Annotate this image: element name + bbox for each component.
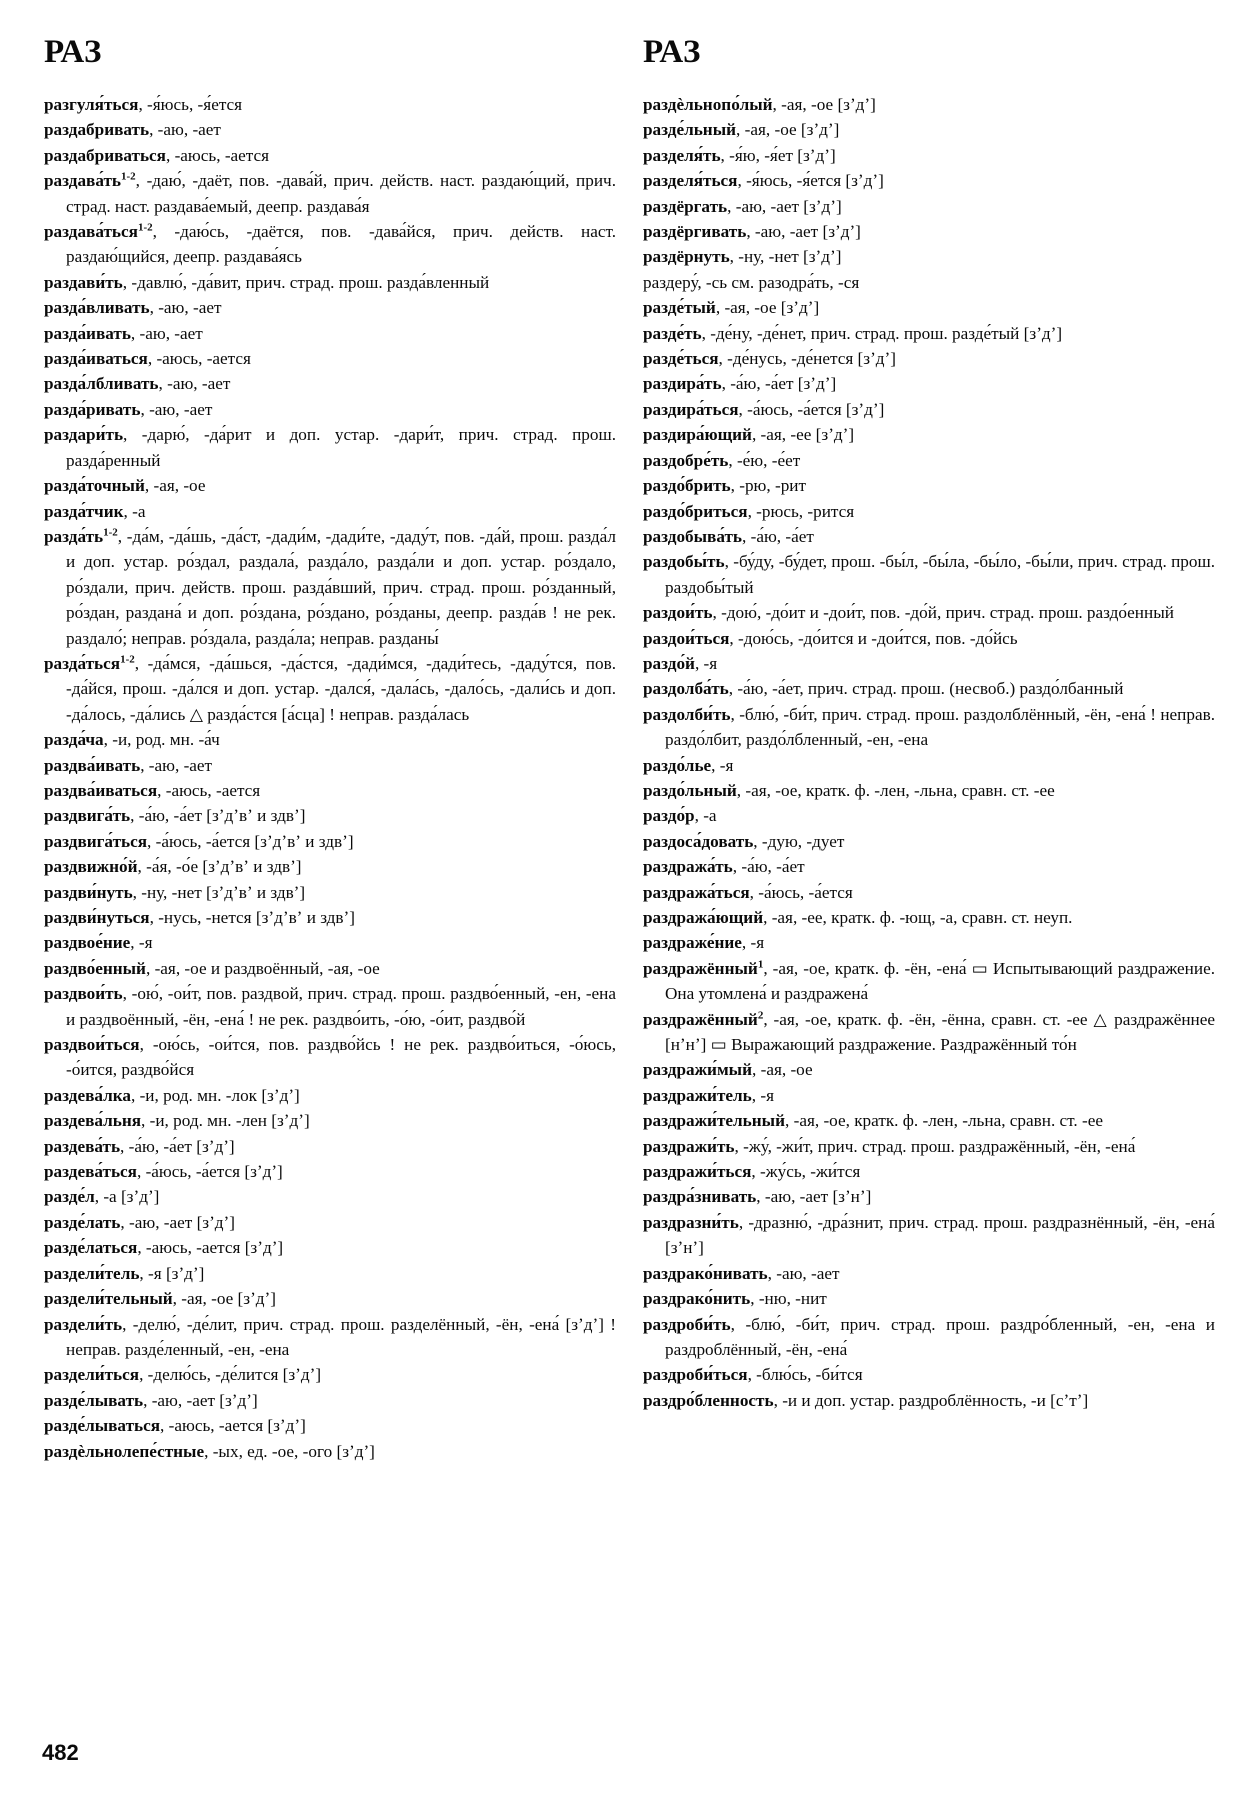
entry-grammar: , -делю́сь, -де́лится [зʼдʼ] bbox=[139, 1365, 322, 1385]
dictionary-entry bbox=[643, 1057, 1215, 1082]
entry-grammar: , -дою́сь, -до́ится и -дои́тся, пов. -до́йсь bbox=[729, 628, 1018, 648]
dictionary-entry bbox=[44, 727, 616, 752]
entry-headword: раздражи́тель bbox=[643, 1085, 752, 1105]
entry-grammar: , -аю, -ает bbox=[140, 399, 213, 419]
entry-headword: раздабривать bbox=[44, 120, 150, 140]
dictionary-entry bbox=[643, 499, 1215, 524]
dictionary-entry bbox=[643, 880, 1215, 905]
dictionary-entry bbox=[44, 1439, 616, 1464]
dictionary-entry bbox=[643, 371, 1215, 396]
entry-grammar: , -а́юсь, -а́ется [зʼдʼ] bbox=[136, 1162, 283, 1182]
entry-headword: раздраже́ние bbox=[643, 933, 742, 953]
dictionary-entry bbox=[44, 270, 616, 295]
entry-grammar: , -и, род. мн. -а́ч bbox=[103, 730, 220, 750]
entry-headword: раздражённый$^2$ bbox=[643, 1008, 764, 1029]
entry-headword: раздабриваться bbox=[44, 145, 166, 165]
entry-grammar: , -жу́, -жи́т, прич. страд. прош. раздражённый, -ён, -ена́ bbox=[734, 1136, 1136, 1156]
entry-grammar: , -ая, -ое [зʼдʼ] bbox=[172, 1289, 276, 1309]
entry-headword: разда́ивать bbox=[44, 323, 131, 343]
dictionary-entry bbox=[44, 1388, 616, 1413]
dictionary-entry bbox=[44, 803, 616, 828]
entry-headword: раздева́лка bbox=[44, 1085, 131, 1105]
entry-grammar: , -я bbox=[741, 933, 765, 953]
dictionary-entry bbox=[44, 1108, 616, 1133]
entry-grammar: , -дою́, -до́ит и -дои́т, пов. -до́й, прич. страд. прош. раздо́енный bbox=[712, 603, 1174, 623]
entry-headword: разда́ться$^{1-2}$ bbox=[44, 653, 135, 673]
dictionary-entry bbox=[643, 651, 1215, 676]
entry-headword: раздои́ть bbox=[643, 603, 713, 623]
entry-grammar: , -я [зʼдʼ] bbox=[139, 1263, 205, 1283]
entry-headword: раздо́бриться bbox=[643, 501, 748, 521]
dictionary-entry bbox=[44, 168, 616, 219]
dictionary-entry bbox=[643, 1261, 1215, 1286]
homonym-index: 1 bbox=[757, 958, 764, 971]
entry-headword: разделя́ться bbox=[643, 171, 738, 191]
entry-headword: разгуля́ться bbox=[44, 95, 139, 114]
homonym-index: 1-2 bbox=[120, 653, 135, 666]
entry-grammar: , -и, род. мн. -лен [зʼдʼ] bbox=[141, 1111, 310, 1131]
entry-headword: раздави́ть bbox=[44, 272, 123, 292]
entry-grammar: , -а́ю, -а́ет bbox=[732, 857, 805, 877]
entry-grammar: , -блю́, -би́т, прич. страд. прош. раздолблённый, -ён, -ена́ ! неправ. раздо́лбит, раздо́лбленный, -ен, -ена bbox=[665, 704, 1215, 750]
entry-grammar: , -аюсь, -ается [зʼдʼ] bbox=[160, 1416, 306, 1436]
entry-grammar: , -я́юсь, -я́ется [зʼдʼ] bbox=[737, 171, 884, 191]
dictionary-entry bbox=[44, 295, 616, 320]
entry-grammar: , -аю, -ает [зʼдʼ] bbox=[727, 196, 842, 216]
entry-headword: разда́лбливать bbox=[44, 374, 159, 394]
dictionary-entry bbox=[643, 1108, 1215, 1133]
dictionary-entry bbox=[643, 930, 1215, 955]
entry-grammar: , -дразню́, -дра́знит, прич. страд. прош. раздразнённый, -ён, -ена́ [зʼнʼ] bbox=[665, 1212, 1215, 1258]
dictionary-entry bbox=[643, 778, 1215, 803]
page-number: 482 bbox=[42, 1740, 79, 1765]
entry-headword: раздава́ться$^{1-2}$ bbox=[44, 221, 153, 242]
entry-headword: разде́лываться bbox=[44, 1416, 161, 1436]
entry-grammar: , -ая, -ое, кратк. ф. -ён, -ённа, сравн. ст. -ее △ раздражённее [нʼнʼ] ▭ Выражающий раздражение. Раздражённый то́н bbox=[665, 1009, 1215, 1055]
dictionary-entry bbox=[643, 956, 1215, 1007]
dictionary-entry bbox=[44, 92, 616, 117]
entry-grammar: , -е́ю, -е́ет bbox=[728, 450, 801, 470]
right-column bbox=[643, 92, 1215, 1413]
entry-grammar: , -и и доп. устар. раздроблённость, -и [сʼтʼ] bbox=[773, 1390, 1089, 1410]
entry-grammar: , -рю, -рит bbox=[730, 476, 806, 496]
entry-headword: раздва́иваться bbox=[44, 780, 158, 800]
dictionary-entry bbox=[643, 702, 1215, 753]
entry-grammar: , -а́юсь, -а́ется [зʼдʼвʼ и здвʼ] bbox=[147, 831, 354, 851]
dictionary-entry bbox=[643, 168, 1215, 193]
entry-headword: разда́иваться bbox=[44, 349, 148, 369]
dictionary-entry bbox=[44, 753, 616, 778]
dictionary-entry bbox=[643, 676, 1215, 701]
entry-headword: раздви́нуть bbox=[44, 882, 133, 902]
entry-grammar: , -а́ю, -а́ет, прич. страд. прош. (несвоб.) раздо́лбанный bbox=[728, 679, 1124, 699]
dictionary-entry bbox=[643, 905, 1215, 930]
entry-headword: разде́ть bbox=[643, 323, 702, 343]
entry-grammar: , -я́ю, -я́ет [зʼдʼ] bbox=[720, 145, 836, 165]
dictionary-entry bbox=[643, 1184, 1215, 1209]
entry-grammar: , -ая, -ое bbox=[144, 476, 206, 496]
dictionary-entry bbox=[44, 117, 616, 142]
entry-grammar: , -нусь, -нется [зʼдʼвʼ и здвʼ] bbox=[149, 908, 355, 927]
entry-headword: разде́ться bbox=[643, 349, 719, 369]
entry-headword: раздира́ющий bbox=[643, 425, 752, 445]
entry-grammar: , -а bbox=[123, 501, 146, 521]
homonym-index: 1-2 bbox=[103, 526, 118, 539]
entry-grammar: , -аю, -ает bbox=[767, 1263, 840, 1283]
dictionary-entry bbox=[44, 829, 616, 854]
dictionary-entry bbox=[44, 905, 616, 930]
entry-headword: раздра́знивать bbox=[643, 1187, 757, 1207]
running-head-left: РАЗ bbox=[44, 34, 102, 70]
dictionary-entry bbox=[44, 1235, 616, 1260]
dictionary-entry bbox=[643, 219, 1215, 244]
entry-headword: разде́льный bbox=[643, 120, 737, 140]
dictionary-entry bbox=[643, 270, 1215, 295]
entry-grammar: , -жу́сь, -жи́тся bbox=[751, 1162, 861, 1182]
entry-grammar: , -ых, ед. -ое, -ого [зʼдʼ] bbox=[204, 1441, 375, 1461]
entry-headword: раздо́й bbox=[643, 653, 695, 673]
entry-headword: раздо́р bbox=[643, 806, 695, 826]
entry-headword: раздражи́ться bbox=[643, 1162, 752, 1182]
entry-grammar: , -я bbox=[130, 933, 153, 953]
entry-grammar: , -ою́сь, -ои́тся, пов. раздво́йсь ! не рек. раздво́иться, -о́юсь, -о́ится, раздво́йся bbox=[66, 1035, 616, 1080]
entry-headword: разде́тый bbox=[643, 298, 716, 318]
entry-headword: раздража́ться bbox=[643, 882, 750, 902]
entry-headword: раздоса́довать bbox=[643, 831, 754, 851]
entry-grammar: , -блю́сь, -би́тся bbox=[747, 1365, 863, 1385]
entry-headword: раздои́ться bbox=[643, 628, 730, 648]
dictionary-entry bbox=[643, 143, 1215, 168]
entry-headword: раздо́лье bbox=[643, 755, 712, 775]
entry-grammar: , -аю, -ает [зʼдʼ] bbox=[120, 1212, 236, 1232]
dictionary-entry bbox=[643, 854, 1215, 879]
entry-headword: раздѐльнопо́лый bbox=[643, 95, 773, 114]
entry-grammar: , -аю, -ает [зʼнʼ] bbox=[756, 1187, 872, 1207]
entry-headword: разде́латься bbox=[44, 1238, 138, 1258]
entry-grammar: , -а́я, -о́е [зʼдʼвʼ и здвʼ] bbox=[137, 857, 302, 877]
dictionary-entry bbox=[643, 321, 1215, 346]
entry-grammar: , -аюсь, -ается [зʼдʼ] bbox=[137, 1238, 284, 1258]
entry-grammar: , -ая, -ое [зʼдʼ] bbox=[736, 120, 840, 140]
entry-grammar: , -ая, -ое [зʼдʼ] bbox=[772, 95, 876, 114]
dictionary-entry bbox=[643, 1134, 1215, 1159]
entry-grammar: , -ая, -ое, кратк. ф. -лен, -льна, сравн. ст. -ее bbox=[736, 780, 1055, 800]
dictionary-entry bbox=[44, 371, 616, 396]
entry-grammar: , -даю́сь, -даётся, пов. -дава́йся, прич. действ. наст. раздаю́щийся, деепр. раздава́ясь bbox=[66, 222, 616, 267]
dictionary-entry bbox=[44, 321, 616, 346]
entry-grammar: , -бу́ду, -бу́дет, прош. -бы́л, -бы́ла, -бы́ло, -бы́ли, прич. страд. прош. раздобы́тый bbox=[665, 552, 1215, 597]
dictionary-entry bbox=[643, 448, 1215, 473]
entry-headword: раздражи́ть bbox=[643, 1136, 735, 1156]
dictionary-entry bbox=[44, 1134, 616, 1159]
entry-grammar: , -ою́, -ои́т, пов. раздвой, прич. страд. прош. раздво́енный, -ен, -ена и раздвоённый, -ён, -ена́ ! не рек. раздво́ить, -о́ю, -о́ит, раздво́й bbox=[66, 984, 616, 1029]
entry-grammar: , -а bbox=[694, 806, 717, 826]
entry-grammar: , -дую, -дует bbox=[753, 831, 845, 851]
entry-grammar: , -аю, -ает [зʼдʼ] bbox=[143, 1390, 258, 1410]
entry-headword: раздолби́ть bbox=[643, 704, 731, 724]
entry-headword: раздво́енный bbox=[44, 958, 146, 978]
entry-headword: раздари́ть bbox=[44, 425, 124, 445]
entry-grammar: , -аюсь, -ается bbox=[165, 145, 270, 165]
homonym-index: 2 bbox=[757, 1008, 764, 1021]
dictionary-entry bbox=[44, 1184, 616, 1209]
entry-headword: разда́ривать bbox=[44, 399, 141, 419]
entry-headword: разда́вливать bbox=[44, 298, 150, 318]
entry-headword: раздрако́нить bbox=[643, 1289, 751, 1309]
entry-headword: раздобыва́ть bbox=[643, 526, 743, 546]
dictionary-entry bbox=[44, 1261, 616, 1286]
entry-grammar: , -аю, -ает [зʼдʼ] bbox=[746, 222, 861, 242]
dictionary-entry bbox=[44, 473, 616, 498]
dictionary-entry bbox=[643, 194, 1215, 219]
dictionary-entry bbox=[44, 778, 616, 803]
dictionary-entry bbox=[643, 753, 1215, 778]
entry-headword: раздёрнуть bbox=[643, 247, 730, 267]
dictionary-entry bbox=[44, 143, 616, 168]
entry-headword: раздро́бленность bbox=[643, 1390, 774, 1410]
entry-grammar: , -а́ю, -а́ет bbox=[742, 526, 814, 546]
entry-grammar: , -даю́, -даёт, пов. -дава́й, прич. действ. наст. раздаю́щий, прич. страд. наст. раздава́емый, деепр. раздава́я bbox=[66, 171, 616, 216]
dictionary-entry bbox=[643, 1286, 1215, 1311]
entry-grammar: , -а́юсь, -а́ется bbox=[749, 882, 853, 902]
entry-headword: раздолба́ть bbox=[643, 679, 729, 699]
running-head-right: РАЗ bbox=[643, 34, 701, 70]
dictionary-entry bbox=[643, 422, 1215, 447]
entry-headword: раздроби́ться bbox=[643, 1365, 748, 1385]
entry-grammar: , -ая, -ое, кратк. ф. -лен, -льна, сравн. ст. -ее bbox=[785, 1111, 1103, 1131]
dictionary-entry bbox=[643, 1388, 1215, 1413]
entry-headword: раздели́ться bbox=[44, 1365, 140, 1385]
entry-headword: раздражи́тельный bbox=[643, 1111, 785, 1131]
dictionary-entry bbox=[643, 1362, 1215, 1387]
entry-headword: раздобы́ть bbox=[643, 552, 725, 572]
dictionary-entry bbox=[643, 600, 1215, 625]
entry-grammar: , -ая, -ее [зʼдʼ] bbox=[751, 425, 855, 445]
entry-headword: разда́точный bbox=[44, 476, 145, 496]
entry-grammar: , -ну, -нет [зʼдʼвʼ и здвʼ] bbox=[132, 882, 306, 902]
dictionary-entry bbox=[44, 651, 616, 727]
entry-grammar: , -а́юсь, -а́ется [зʼдʼ] bbox=[738, 399, 885, 419]
dictionary-entry bbox=[643, 244, 1215, 269]
entry-headword: раздразни́ть bbox=[643, 1212, 739, 1232]
entry-grammar: , -де́ну, -де́нет, прич. страд. прош. разде́тый [зʼдʼ] bbox=[701, 323, 1063, 343]
dictionary-entry bbox=[44, 524, 616, 651]
entry-grammar: , -аю, -ает bbox=[158, 374, 231, 394]
dictionary-entry bbox=[643, 549, 1215, 600]
entry-grammar: , -дарю́, -да́рит и доп. устар. -дари́т, прич. страд. прош. разда́ренный bbox=[66, 425, 616, 470]
dictionary-entry bbox=[44, 854, 616, 879]
entry-grammar: , -да́м, -да́шь, -да́ст, -дади́м, -дади́те, -даду́т, пов. -да́й, прош. разда́л и доп. устар. ро́здал, раздала́, разда́ло, разда́ли и доп. устар. ро́здало, ро́здали, прич. действ. прош. разда́вший, прич. страд. прош. ро́зданный, ро́здан, раздана́ и доп. ро́здана, ро́здано, ро́зданы, деепр. разда́в ! не рек. раздало́; неправ. ро́здала, разда́ла; неправ. разданы́ bbox=[66, 526, 616, 648]
entry-headword: раздёргивать bbox=[643, 222, 747, 242]
entry-grammar: , -да́мся, -да́шься, -да́стся, -дади́мся, -дади́тесь, -даду́тся, пов. -да́йся, прош. -да́лся и доп. устар. -дался́, -дала́сь, -дало́сь, -дали́сь и доп. -да́лось, -да́лись △ разда́стся [а́сца] ! неправ. разда́лась bbox=[66, 653, 616, 724]
entry-headword: раздражённый$^1$ bbox=[643, 958, 764, 978]
entry-grammar: , -ая, -ое [зʼдʼ] bbox=[715, 298, 820, 318]
entry-headword: раздева́ть bbox=[44, 1136, 121, 1156]
dictionary-entry bbox=[44, 422, 616, 473]
entry-headword: разде́лать bbox=[44, 1212, 121, 1232]
entry-headword: разде́л bbox=[44, 1187, 95, 1207]
entry-grammar: , -де́нусь, -де́нется [зʼдʼ] bbox=[718, 349, 896, 369]
entry-headword: раздёргать bbox=[643, 196, 728, 216]
entry-headword: раздвига́ться bbox=[44, 831, 148, 851]
entry-headword: раздвои́ться bbox=[44, 1035, 140, 1055]
entry-grammar: , -я bbox=[694, 653, 718, 673]
entry-grammar: , -ню, -нит bbox=[750, 1289, 827, 1309]
entry-headword: раздели́ть bbox=[44, 1314, 123, 1334]
dictionary-entry bbox=[44, 1032, 616, 1083]
dictionary-entry bbox=[643, 1312, 1215, 1363]
entry-headword: раздража́ющий bbox=[643, 908, 764, 927]
dictionary-entry bbox=[643, 92, 1215, 117]
dictionary-entry bbox=[643, 524, 1215, 549]
dictionary-entry bbox=[44, 1210, 616, 1235]
entry-grammar: , -ну, -нет [зʼдʼ] bbox=[729, 247, 842, 267]
entry-grammar: , -аю, -ает bbox=[140, 755, 213, 775]
dictionary-entry bbox=[44, 397, 616, 422]
entry-grammar: раздеру́, -сь см. разодра́ть, -ся bbox=[643, 272, 860, 292]
entry-headword: раздира́ть bbox=[643, 374, 722, 394]
dictionary-entry bbox=[44, 1286, 616, 1311]
entry-grammar: , -аю, -ает bbox=[149, 298, 222, 318]
dictionary-entry bbox=[44, 1159, 616, 1184]
dictionary-entry bbox=[643, 803, 1215, 828]
dictionary-entry bbox=[643, 1083, 1215, 1108]
entry-headword: раздвига́ть bbox=[44, 806, 131, 826]
entry-grammar: , -а́ю, -а́ет [зʼдʼ] bbox=[721, 374, 837, 394]
dictionary-entry bbox=[643, 473, 1215, 498]
dictionary-entry bbox=[44, 1312, 616, 1363]
entry-headword: раздража́ть bbox=[643, 857, 733, 877]
left-column bbox=[44, 92, 616, 1464]
entry-grammar: , -ая, -ое bbox=[752, 1060, 813, 1080]
dictionary-entry bbox=[643, 1159, 1215, 1184]
entry-headword: разда́тчик bbox=[44, 501, 124, 521]
entry-headword: $раздава́ть^{1-2}$ bbox=[44, 170, 136, 191]
entry-grammar: , -я bbox=[711, 755, 734, 775]
dictionary-entry bbox=[44, 1083, 616, 1108]
dictionary-entry bbox=[44, 1413, 616, 1438]
entry-grammar: , -ая, -ее, кратк. ф. -ющ, -а, сравн. ст. неуп. bbox=[763, 908, 1073, 927]
entry-grammar: , -я bbox=[751, 1085, 774, 1105]
dictionary-entry bbox=[44, 219, 616, 270]
homonym-index: 1-2 bbox=[121, 170, 136, 183]
entry-headword: раздвои́ть bbox=[44, 984, 123, 1004]
dictionary-entry bbox=[643, 346, 1215, 371]
entry-headword: разделя́ть bbox=[643, 145, 721, 165]
entry-headword: раздева́льня bbox=[44, 1111, 142, 1131]
dictionary-entry bbox=[44, 1362, 616, 1387]
dictionary-entry bbox=[643, 117, 1215, 142]
dictionary-entry bbox=[643, 295, 1215, 320]
entry-headword: раздроби́ть bbox=[643, 1314, 731, 1334]
entry-headword: разде́лывать bbox=[44, 1390, 144, 1410]
entry-headword: раздо́льный bbox=[643, 780, 737, 800]
entry-headword: раздева́ться bbox=[44, 1162, 137, 1182]
entry-grammar: , -делю́, -де́лит, прич. страд. прош. разделённый, -ён, -ена́ [зʼдʼ] ! неправ. разде́ленный, -ен, -ена bbox=[66, 1314, 616, 1359]
dictionary-entry bbox=[643, 1007, 1215, 1058]
entry-grammar: , -а [зʼдʼ] bbox=[94, 1187, 160, 1207]
entry-grammar: , -рюсь, -рится bbox=[747, 501, 855, 521]
entry-headword: разда́ча bbox=[44, 730, 104, 750]
entry-headword: раздобре́ть bbox=[643, 450, 729, 470]
entry-grammar: , -и, род. мн. -лок [зʼдʼ] bbox=[130, 1085, 300, 1105]
entry-grammar: , -а́ю, -а́ет [зʼдʼ] bbox=[120, 1136, 235, 1156]
entry-headword: раздели́тельный bbox=[44, 1289, 173, 1309]
dictionary-entry bbox=[44, 956, 616, 981]
entry-headword: раздѐльнолепе́стные bbox=[44, 1441, 205, 1461]
entry-grammar: , -аюсь, -ается bbox=[157, 780, 261, 800]
entry-headword: раздрако́нивать bbox=[643, 1263, 768, 1283]
entry-headword: $разда́ть^{1-2}$ bbox=[44, 526, 118, 546]
entry-headword: раздо́брить bbox=[643, 476, 731, 496]
entry-grammar: , -а́ю, -а́ет [зʼдʼвʼ и здвʼ] bbox=[130, 806, 306, 826]
dictionary-entry bbox=[643, 829, 1215, 854]
dictionary-entry bbox=[44, 981, 616, 1032]
entry-grammar: , -аю, -ает bbox=[149, 120, 221, 140]
entry-grammar: , -я́юсь, -я́ется bbox=[138, 95, 243, 114]
entry-grammar: , -блю́, -би́т, прич. страд. прош. раздро́бленный, -ен, -ена и раздроблённый, -ён, -ена́ bbox=[665, 1314, 1215, 1359]
entry-headword: раздражи́мый bbox=[643, 1060, 752, 1080]
dictionary-entry bbox=[44, 346, 616, 371]
entry-grammar: , -давлю́, -да́вит, прич. страд. прош. разда́вленный bbox=[122, 272, 490, 292]
dictionary-entry bbox=[44, 880, 616, 905]
entry-grammar: , -аю, -ает bbox=[130, 323, 203, 343]
entry-grammar: , -ая, -ое и раздвоённый, -ая, -ое bbox=[145, 958, 380, 978]
entry-headword: раздви́нуться bbox=[44, 908, 150, 927]
entry-headword: раздира́ться bbox=[643, 399, 739, 419]
dictionary-entry bbox=[643, 1210, 1215, 1261]
entry-headword: раздвижно́й bbox=[44, 857, 138, 877]
entry-headword: раздва́ивать bbox=[44, 755, 141, 775]
dictionary-entry bbox=[643, 626, 1215, 651]
dictionary-entry bbox=[643, 397, 1215, 422]
homonym-index: 1-2 bbox=[137, 221, 153, 234]
entry-headword: раздвое́ние bbox=[44, 933, 131, 953]
dictionary-entry bbox=[44, 499, 616, 524]
entry-grammar: , -ая, -ое, кратк. ф. -ён, -ена́ ▭ Испытывающий раздражение. Она утомлена́ и раздражена́ bbox=[665, 958, 1215, 1004]
dictionary-entry bbox=[44, 930, 616, 955]
entry-headword: раздели́тель bbox=[44, 1263, 140, 1283]
entry-grammar: , -аюсь, -ается bbox=[147, 349, 251, 369]
